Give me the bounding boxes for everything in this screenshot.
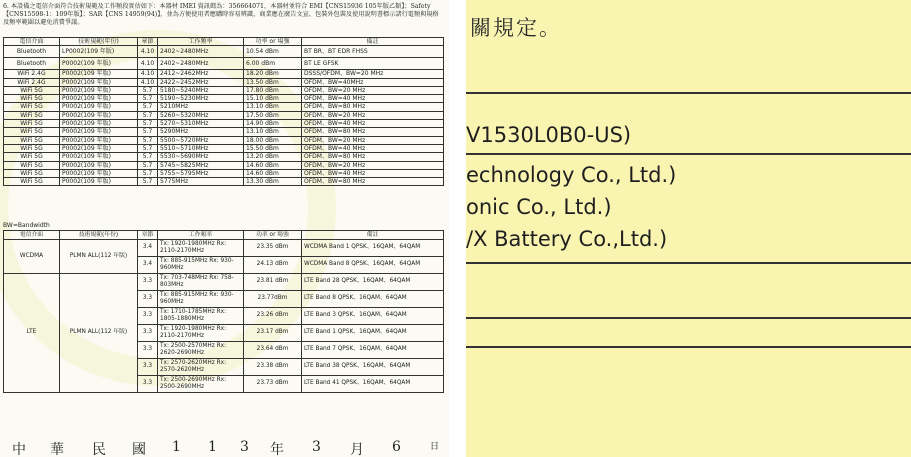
table-cell: BT BR、BT EDR FHSS [302,46,444,58]
table-cell: LTE Band 41 QPSK、16QAM、64QAM [302,376,444,393]
table-cell: OFDM、BW=20 MHz [302,86,444,94]
table-cell: 18.20 dBm [244,70,302,78]
date-char: 國 [132,442,146,457]
table-cell: LTE Band 28 QPSK、16QAM、64QAM [302,274,444,291]
table-cell: 2402~2480MHz [158,58,244,70]
table-cell: Tx: 2500-2690MHz Rx: 2500-2690MHz [158,376,244,393]
table-cell: 18.00 dBm [244,136,302,144]
table-cell: OFDM、BW=80 MHz [302,103,444,111]
table-cell: 5.7 [138,111,158,119]
table-cell: 15.50 dBm [244,144,302,152]
table-cell: OFDM、BW=20 MHz [302,111,444,119]
table-cell: Tx: 885-915MHz Rx: 930-960MHz [158,257,244,274]
table-cell: WiFi 2.4G [4,78,60,86]
table-cell: 3.3 [138,308,158,325]
table-cell: DSSS/OFDM、BW=20 MHz [302,70,444,78]
company-line-3: /X Battery Co.,Ltd.) [466,227,668,251]
table-cell: 23.81 dBm [244,274,302,291]
table-cell: 4.10 [138,46,158,58]
rule-line [466,92,911,94]
table-cell: 5180~5240MHz [158,86,244,94]
table-cell: OFDM、BW=40 MHz [302,169,444,177]
table-cell: 13.50 dBm [244,78,302,86]
table-cell: Bluetooth [4,58,60,70]
table-cell: 14.90 dBm [244,120,302,128]
table-cell: 5755~5795MHz [158,169,244,177]
table-cell: WCDMA Band 1 QPSK、16QAM、64QAM [302,240,444,257]
date-char: 日 [430,442,440,452]
table-cell: 5500~5720MHz [158,136,244,144]
table-cell: 13.10 dBm [244,128,302,136]
table-row [4,128,444,136]
table-cell: Tx: 2500-2570MHz Rx: 2620-2690MHz [158,342,244,359]
table-cell: WiFi 5G [4,161,60,169]
table-cell: 3.3 [138,291,158,308]
table-header-row [4,38,444,46]
table-cell: 5190~5230MHz [158,95,244,103]
table-cell: 3.3 [138,359,158,376]
table-cell: 13.20 dBm [244,153,302,161]
table-cell: 4.10 [138,58,158,70]
table-cell: OFDM、BW=20 MHz [302,136,444,144]
table-row [4,161,444,169]
table-row [4,95,444,103]
table-cell: 5260~5320MHz [158,111,244,119]
header-cell: 章節 [138,231,158,240]
header-cell: 備註 [302,231,444,240]
left-document-page [0,0,449,457]
table-cell: 5.7 [138,128,158,136]
table-cell: WiFi 5G [4,103,60,111]
table-cell: WCDMA Band 8 QPSK、16QAM、64QAM [302,257,444,274]
table-cell: P0002(109 年版) [60,103,138,111]
table-cell: Tx: 2570-2620MHz Rx: 2570-2620MHz [158,359,244,376]
table-cell: Bluetooth [4,46,60,58]
table-cell: 5.7 [138,144,158,152]
table-cell: 5775MHz [158,178,244,186]
table-row [4,144,444,152]
table-cell: 2422~2452MHz [158,78,244,86]
table-cell: OFDM、BW=20 MHz [302,161,444,169]
table-cell: 5.7 [138,95,158,103]
table-cell: P0002(109 年版) [60,153,138,161]
table-cell: P0002(109 年版) [60,70,138,78]
table-cell: Tx: 1920-1980MHz Rx: 2110-2170MHz [158,240,244,257]
radio-spec-table [3,37,444,186]
table-cell: 6.00 dBm [244,58,302,70]
table-cell: 5290MHz [158,128,244,136]
table-cell: P0002(109 年版) [60,128,138,136]
date-char: 1 [172,439,181,455]
table-cell: P0002(109 年版) [60,58,138,70]
header-cell: 技術規範(年份) [60,38,138,46]
table-row [4,86,444,94]
header-cell: 電信介面 [4,231,60,240]
table-cell: 15.10 dBm [244,95,302,103]
table-cell: WiFi 2.4G [4,70,60,78]
table-cell: OFDM、BW=80 MHz [302,178,444,186]
spec-cell: PLMN ALL(112 年版) [60,274,138,393]
header-cell: 電信介面 [4,38,60,46]
table-row [4,111,444,119]
header-cell: 功率 or 場強 [244,231,302,240]
table-cell: 3.4 [138,240,158,257]
table-cell: 5510~5710MHz [158,144,244,152]
table-cell: OFDM、BW=80 MHz [302,153,444,161]
interface-cell: LTE [4,274,60,393]
table-cell: LTE Band 7 QPSK、16QAM、64QAM [302,342,444,359]
table-cell: WiFi 5G [4,111,60,119]
table-row [4,58,444,70]
table-cell: 5.7 [138,136,158,144]
header-cell: 章節 [138,38,158,46]
rule-line [466,262,911,264]
table-header-row [4,231,444,240]
table-cell: 10.54 dBm [244,46,302,58]
cellular-spec-table [3,230,444,393]
table-cell: 4.10 [138,70,158,78]
table-cell: WiFi 5G [4,120,60,128]
rule-line [466,317,911,319]
table-cell: 5.7 [138,161,158,169]
table-cell: WiFi 5G [4,153,60,161]
table-cell: 3.3 [138,342,158,359]
table-cell: BT LE GFSK [302,58,444,70]
table-cell: WiFi 5G [4,136,60,144]
table-row [4,70,444,78]
table-cell: P0002(109 年版) [60,161,138,169]
model-number-text: V1530L0B0-US) [466,123,632,147]
interface-cell: WCDMA [4,240,60,274]
table-cell: LTE Band 1 QPSK、16QAM、64QAM [302,325,444,342]
table-cell: 13.10 dBm [244,103,302,111]
table-cell: 23.17 dBm [244,325,302,342]
table-cell: WiFi 5G [4,95,60,103]
header-cell: 備註 [302,38,444,46]
rule-line [466,346,911,348]
date-char: 月 [350,442,364,457]
table-cell: OFDM、BW=80 MHz [302,128,444,136]
header-cell: 工作頻率 [158,231,244,240]
table-cell: Tx: 1710-1785MHz Rx: 1805-1880MHz [158,308,244,325]
table-cell: 5.7 [138,169,158,177]
table-cell: 2402~2480MHz [158,46,244,58]
company-line-2: onic Co., Ltd.) [466,195,612,219]
date-char: 6 [392,439,401,455]
table-row [4,169,444,177]
table-row [4,274,444,291]
table-row [4,178,444,186]
table-cell: P0002(109 年版) [60,111,138,119]
table-cell: 23.38 dBm [244,359,302,376]
table-cell: WiFi 5G [4,86,60,94]
table-cell: 14.60 dBm [244,169,302,177]
table-row [4,136,444,144]
table-cell: P0002(109 年版) [60,95,138,103]
table-cell: P0002(109 年版) [60,78,138,86]
header-paragraph: 6. 本設備之電信介面符合技術規範及工作頻段實估如下：本器材 IMEI 資訊碼為：356664071，本器材並符合 EMI【CNS15936 105年版乙類】；Safety【CNS15598-1：109年版】；SAR【CNS 14959(94)】，並為方便使用者應購時容易辨識，商業應在廣告文宣、包裝外包裝及使用說明書標示諸行電頻與規格及頻率範圍以避免消費爭議。 [3,3,439,27]
table-cell: 23.73 dBm [244,376,302,393]
table-cell: P0002(109 年版) [60,136,138,144]
table-cell: 3.3 [138,274,158,291]
table-cell: Tx: 703-748MHz Rx: 758-803MHz [158,274,244,291]
table-cell: 3.3 [138,376,158,393]
table-cell: P0002(109 年版) [60,178,138,186]
right-document-page [466,0,911,457]
table-cell: 5530~5690MHz [158,153,244,161]
date-char: 中 [12,442,26,457]
page-heading-fragment: 關規定。 [470,16,562,40]
table-cell: WiFi 5G [4,144,60,152]
table-cell: 5.7 [138,120,158,128]
bandwidth-note: BW=Bandwidth [3,222,50,229]
table-cell: OFDM、BW=40 MHz [302,95,444,103]
header-cell: 工作頻率 [158,38,244,46]
table-cell: WiFi 5G [4,178,60,186]
date-char: 3 [240,439,249,455]
table-cell: 3.4 [138,257,158,274]
table-cell: 24.13 dBm [244,257,302,274]
table-cell: P0002(109 年版) [60,86,138,94]
table-cell: 23.64 dBm [244,342,302,359]
date-char: 年 [270,442,284,457]
table-cell: 17.50 dBm [244,111,302,119]
table-cell: 23.35 dBm [244,240,302,257]
table-cell: P0002(109 年版) [60,144,138,152]
header-cell: 技術規範(年份) [60,231,138,240]
table-cell: P0002(109 年版) [60,120,138,128]
table-row [4,78,444,86]
table-cell: 4.10 [138,78,158,86]
table-cell: WiFi 5G [4,128,60,136]
table-row [4,46,444,58]
date-char: 民 [92,442,106,457]
table-cell: 5745~5825MHz [158,161,244,169]
date-char: 華 [50,442,64,457]
table-cell: 5.7 [138,178,158,186]
date-char: 1 [208,439,217,455]
company-line-1: echnology Co., Ltd.) [466,163,677,187]
table-cell: OFDM、BW=40 MHz [302,120,444,128]
table-cell: LP0002(109 年版) [60,46,138,58]
table-cell: 13.30 dBm [244,178,302,186]
table-cell: 5210MHz [158,103,244,111]
spec-cell: PLMN ALL(112 年版) [60,240,138,274]
table-cell: 2412~2462MHz [158,70,244,78]
date-char: 3 [312,439,321,455]
table-row [4,120,444,128]
table-row [4,240,444,257]
table-cell: LTE Band 38 QPSK、16QAM、64QAM [302,359,444,376]
table-cell: 5.7 [138,103,158,111]
table-row [4,103,444,111]
table-cell: P0002(109 年版) [60,169,138,177]
table-cell: 5.7 [138,153,158,161]
table-cell: 23.26 dBm [244,308,302,325]
table-cell: LTE Band 8 QPSK、16QAM、64QAM [302,291,444,308]
table-cell: LTE Band 3 QPSK、16QAM、64QAM [302,308,444,325]
table-row [4,153,444,161]
table-cell: OFDM、BW=40MHz [302,78,444,86]
table-cell: 23.77dBm [244,291,302,308]
table-cell: OFDM、BW=40 MHz [302,144,444,152]
table-cell: 5270~5310MHz [158,120,244,128]
table-cell: 14.60 dBm [244,161,302,169]
table-cell: 5.7 [138,86,158,94]
rule-line [466,153,911,155]
table-cell: WiFi 5G [4,169,60,177]
roc-date-line [0,439,449,457]
table-cell: 17.80 dBm [244,86,302,94]
table-cell: Tx: 885-915MHz Rx: 930-960MHz [158,291,244,308]
header-cell: 功率 or 場強 [244,38,302,46]
table-cell: 3.3 [138,325,158,342]
table-cell: Tx: 1920-1980MHz Rx: 2110-2170MHz [158,325,244,342]
